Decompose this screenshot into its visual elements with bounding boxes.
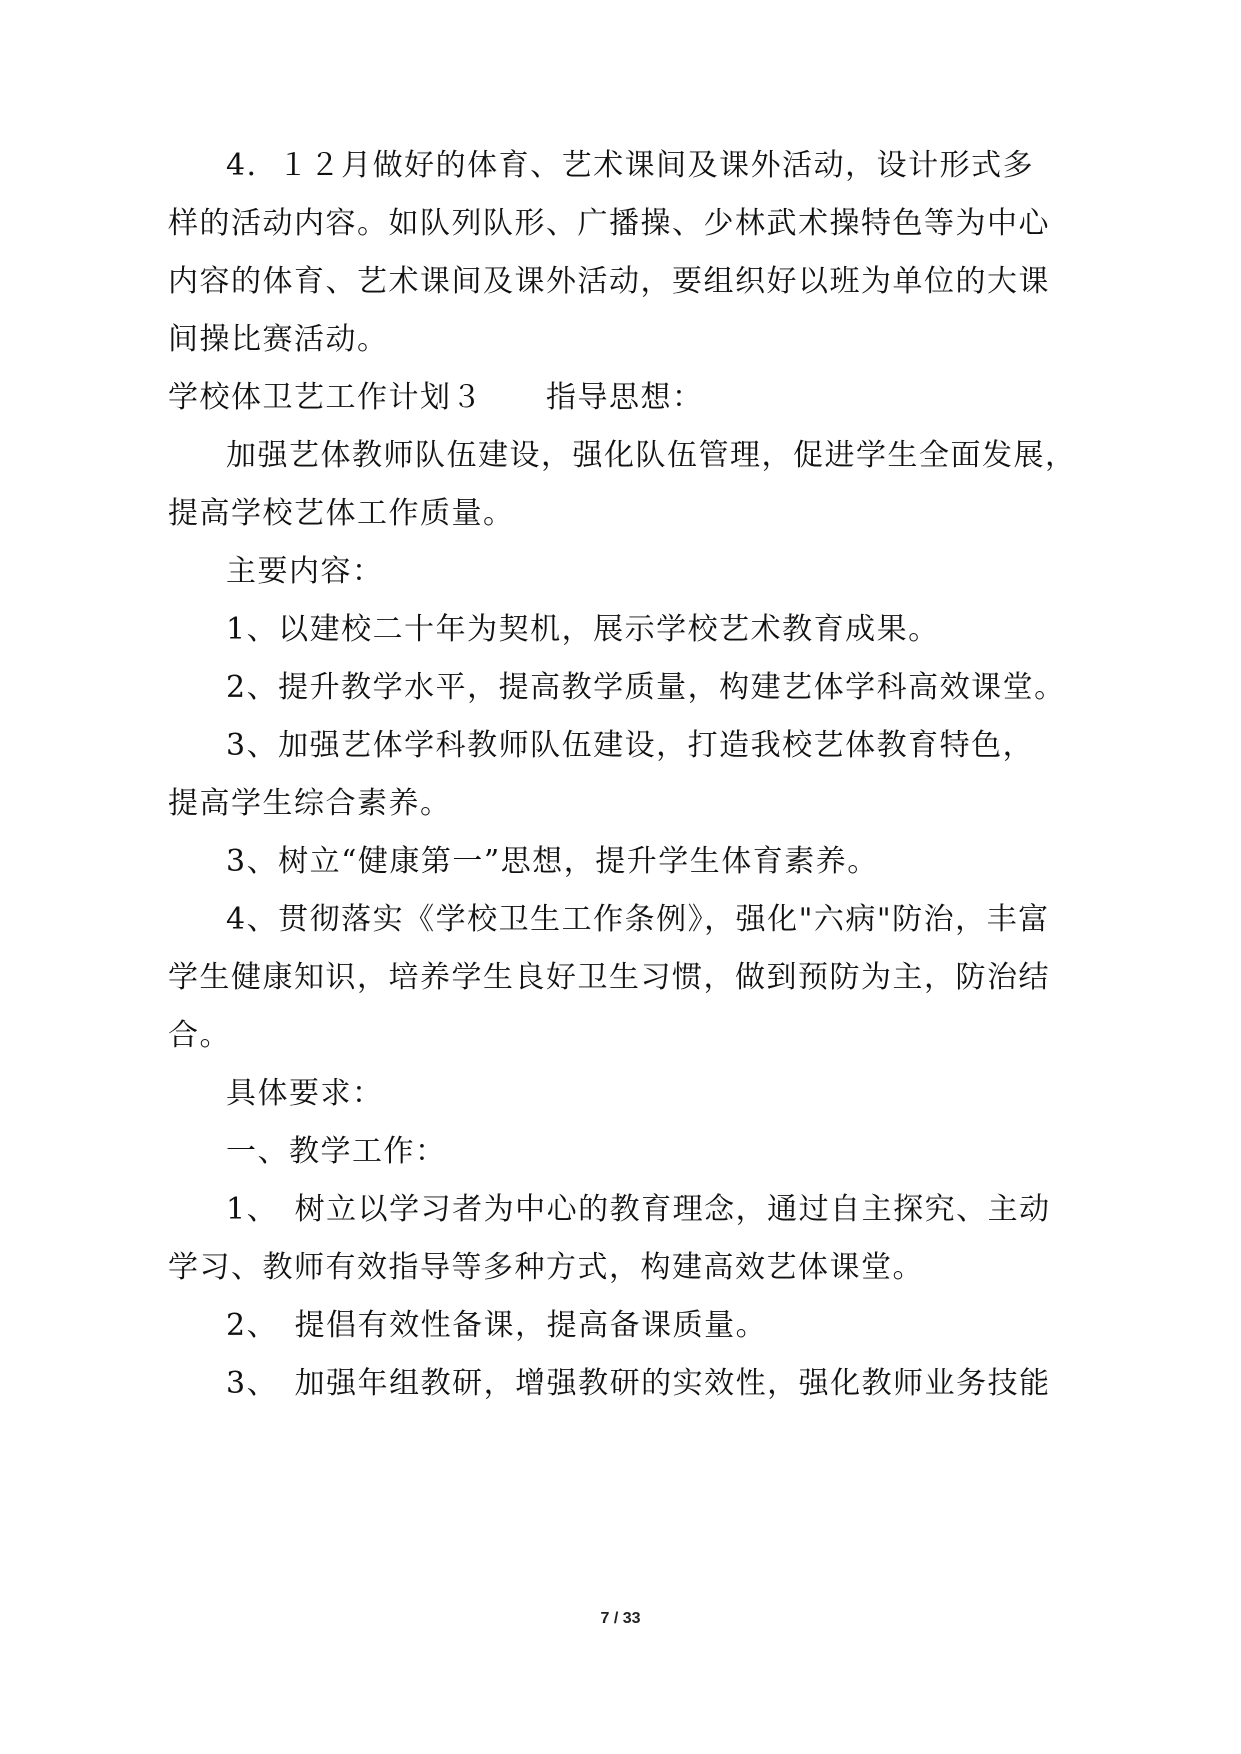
list-item: 3、加强艺体学科教师队伍建设，打造我校艺体教育特色， bbox=[226, 728, 1035, 763]
list-item: 4、贯彻落实《学校卫生工作条例》，强化"六病"防治，丰富 bbox=[226, 902, 1050, 937]
text-line: 提高学校艺体工作质量。 bbox=[168, 496, 515, 531]
text-line: 间操比赛活动。 bbox=[168, 322, 389, 357]
text-line: 学生健康知识，培养学生良好卫生习惯，做到预防为主，防治结 bbox=[168, 960, 1050, 995]
text-line: 4．１２月做好的体育、艺术课间及课外活动，设计形式多 bbox=[226, 148, 1035, 183]
text-line: 合。 bbox=[168, 1018, 231, 1053]
text-line: 学习、教师有效指导等多种方式，构建高效艺体课堂。 bbox=[168, 1250, 924, 1285]
list-item: 2、提升教学水平，提高教学质量，构建艺体学科高效课堂。 bbox=[226, 670, 1066, 705]
list-item: 1、以建校二十年为契机，展示学校艺术教育成果。 bbox=[226, 612, 940, 647]
text-line: 加强艺体教师队伍建设，强化队伍管理，促进学生全面发展， bbox=[226, 438, 1077, 473]
section-heading: 学校体卫艺工作计划３ 指导思想： bbox=[168, 380, 704, 415]
text-line: 提高学生综合素养。 bbox=[168, 786, 452, 821]
page-number: 7 / 33 bbox=[600, 1610, 641, 1627]
list-item: 1、 树立以学习者为中心的教育理念，通过自主探究、主动 bbox=[226, 1192, 1051, 1227]
list-item: 3、 加强年组教研，增强教研的实效性，强化教师业务技能 bbox=[226, 1366, 1051, 1401]
subheading: 主要内容： bbox=[226, 554, 384, 589]
text-line: 内容的体育、艺术课间及课外活动，要组织好以班为单位的大课 bbox=[168, 264, 1050, 299]
text-line: 样的活动内容。如队列队形、广播操、少林武术操特色等为中心 bbox=[168, 206, 1050, 241]
list-item: 2、 提倡有效性备课，提高备课质量。 bbox=[226, 1308, 768, 1343]
subheading: 具体要求： bbox=[226, 1076, 384, 1111]
list-item: 3、树立“健康第一”思想，提升学生体育素养。 bbox=[226, 844, 879, 879]
subheading: 一、教学工作： bbox=[226, 1134, 447, 1169]
